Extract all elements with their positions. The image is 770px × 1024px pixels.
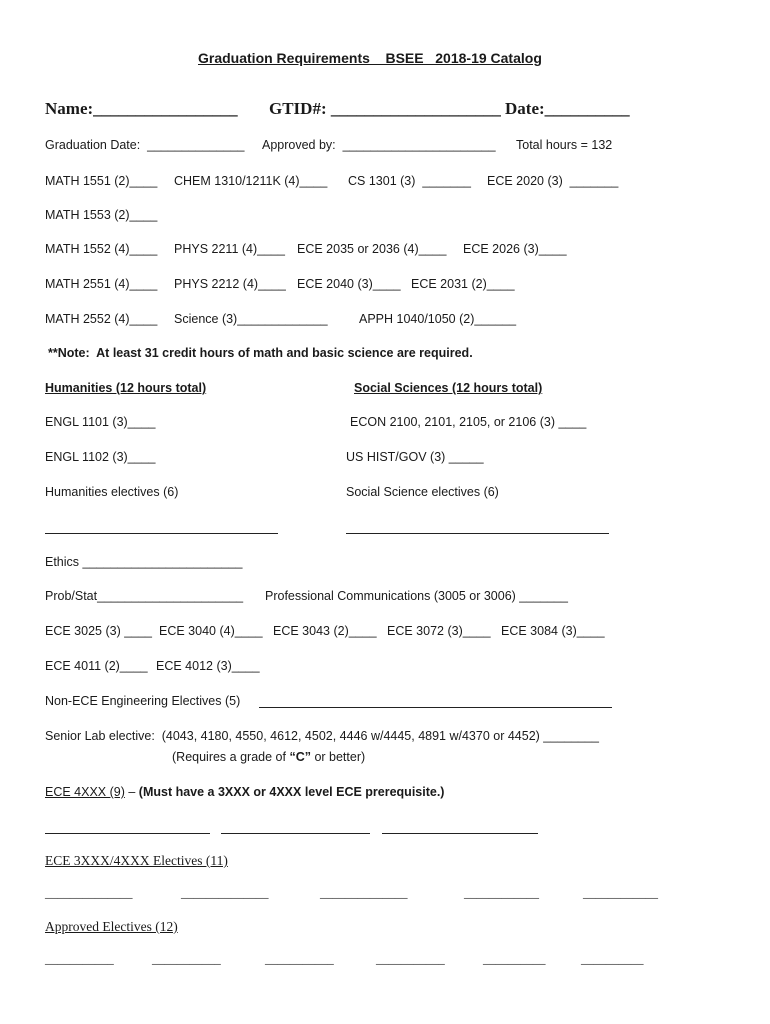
course-phys-2212[interactable]: PHYS 2212 (4)____ <box>174 277 286 291</box>
grade-note-suffix: or better) <box>310 750 366 764</box>
course-ece-3043[interactable]: ECE 3043 (2)____ <box>273 624 377 638</box>
ethics-field[interactable]: Ethics _______________________ <box>45 555 243 569</box>
approved-elective-blank[interactable]: __________ <box>581 952 644 966</box>
total-hours: Total hours = 132 <box>516 138 613 152</box>
course-apph-1040[interactable]: APPH 1040/1050 (2)______ <box>359 312 517 326</box>
course-ece-2035[interactable]: ECE 2035 or 2036 (4)____ <box>297 242 447 256</box>
course-chem-1310[interactable]: CHEM 1310/1211K (4)____ <box>174 174 328 188</box>
page-title: Graduation Requirements BSEE 2018-19 Catalog <box>198 50 542 66</box>
approved-elective-blank[interactable]: ___________ <box>376 952 445 966</box>
humanities-electives-label: Humanities electives (6) <box>45 485 179 499</box>
graduation-date-field[interactable]: Graduation Date: ______________ <box>45 138 245 152</box>
course-ece-3084[interactable]: ECE 3084 (3)____ <box>501 624 605 638</box>
prob-stat-field[interactable]: Prob/Stat_____________________ <box>45 589 244 603</box>
professional-communications-field[interactable]: Professional Communications (3005 or 3006) _______ <box>265 589 568 603</box>
senior-lab-grade-note <box>172 751 365 764</box>
math-science-note: **Note: At least 31 credit hours of math and basic science are required. <box>48 346 473 360</box>
course-science[interactable]: Science (3)_____________ <box>174 312 328 326</box>
ece-4xxx-blank-1[interactable] <box>45 833 210 834</box>
ece-4xxx-blank-3[interactable] <box>382 833 538 834</box>
ece-4xxx-note: (Must have a 3XXX or 4XXX level ECE prerequisite.) <box>138 785 445 799</box>
course-econ[interactable]: ECON 2100, 2101, 2105, or 2106 (3) ____ <box>350 415 587 429</box>
ece-elective-blank[interactable]: ____________ <box>464 886 539 900</box>
approved-electives-heading: Approved Electives (12) <box>45 919 178 934</box>
course-ece-4011[interactable]: ECE 4011 (2)____ <box>45 659 148 673</box>
date-field[interactable]: Date:__________ <box>505 99 630 118</box>
ece-elective-blank[interactable]: ____________ <box>583 886 658 900</box>
course-math-1551[interactable]: MATH 1551 (2)____ <box>45 174 158 188</box>
ece-elective-blank[interactable]: ______________ <box>320 886 408 900</box>
course-engl-1101[interactable]: ENGL 1101 (3)____ <box>45 415 156 429</box>
course-math-1553[interactable]: MATH 1553 (2)____ <box>45 208 158 222</box>
non-ece-electives-label: Non-ECE Engineering Electives (5) <box>45 694 241 708</box>
ece-elective-blank[interactable]: ______________ <box>181 886 269 900</box>
approved-elective-blank[interactable]: ___________ <box>152 952 221 966</box>
social-science-electives-blank[interactable] <box>346 533 609 534</box>
course-ece-3040[interactable]: ECE 3040 (4)____ <box>159 624 263 638</box>
social-science-electives-label: Social Science electives (6) <box>346 485 499 499</box>
ece-4xxx-dash: – <box>124 785 139 799</box>
course-ece-3025[interactable]: ECE 3025 (3) ____ <box>45 624 153 638</box>
humanities-electives-blank[interactable] <box>45 533 278 534</box>
ece-4xxx-blank-2[interactable] <box>221 833 370 834</box>
course-math-2552[interactable]: MATH 2552 (4)____ <box>45 312 158 326</box>
course-ece-3072[interactable]: ECE 3072 (3)____ <box>387 624 491 638</box>
ece-4xxx-line <box>45 786 444 799</box>
name-field[interactable]: Name:_________________ <box>45 99 238 118</box>
course-us-hist-gov[interactable]: US HIST/GOV (3) _____ <box>346 450 484 464</box>
course-math-1552[interactable]: MATH 1552 (4)____ <box>45 242 158 256</box>
course-ece-2040[interactable]: ECE 2040 (3)____ <box>297 277 401 291</box>
ece-4xxx-label: ECE 4XXX (9) <box>45 785 125 799</box>
grade-note-grade: “C” <box>289 750 311 764</box>
course-ece-2031[interactable]: ECE 2031 (2)____ <box>411 277 515 291</box>
course-ece-4012[interactable]: ECE 4012 (3)____ <box>156 659 260 673</box>
humanities-heading: Humanities (12 hours total) <box>45 381 207 395</box>
ece-3xxx-4xxx-electives-heading: ECE 3XXX/4XXX Electives (11) <box>45 853 228 868</box>
approved-by-field[interactable]: Approved by: ______________________ <box>262 138 496 152</box>
social-sciences-heading: Social Sciences (12 hours total) <box>354 381 543 395</box>
senior-lab-elective-field[interactable]: Senior Lab elective: (4043, 4180, 4550, 4612, 4502, 4446 w/4445, 4891 w/4370 or 4452) ________ <box>45 729 599 743</box>
approved-elective-blank[interactable]: __________ <box>483 952 546 966</box>
ece-elective-blank[interactable]: ______________ <box>45 886 133 900</box>
grade-note-prefix: (Requires a grade of <box>172 750 290 764</box>
course-phys-2211[interactable]: PHYS 2211 (4)____ <box>174 242 285 256</box>
approved-elective-blank[interactable]: ___________ <box>45 952 114 966</box>
non-ece-electives-blank[interactable] <box>259 707 612 708</box>
course-cs-1301[interactable]: CS 1301 (3) _______ <box>348 174 472 188</box>
course-ece-2026[interactable]: ECE 2026 (3)____ <box>463 242 567 256</box>
approved-elective-blank[interactable]: ___________ <box>265 952 334 966</box>
course-engl-1102[interactable]: ENGL 1102 (3)____ <box>45 450 156 464</box>
course-ece-2020[interactable]: ECE 2020 (3) _______ <box>487 174 619 188</box>
gtid-field[interactable]: GTID#: ____________________ <box>269 99 501 118</box>
course-math-2551[interactable]: MATH 2551 (4)____ <box>45 277 158 291</box>
